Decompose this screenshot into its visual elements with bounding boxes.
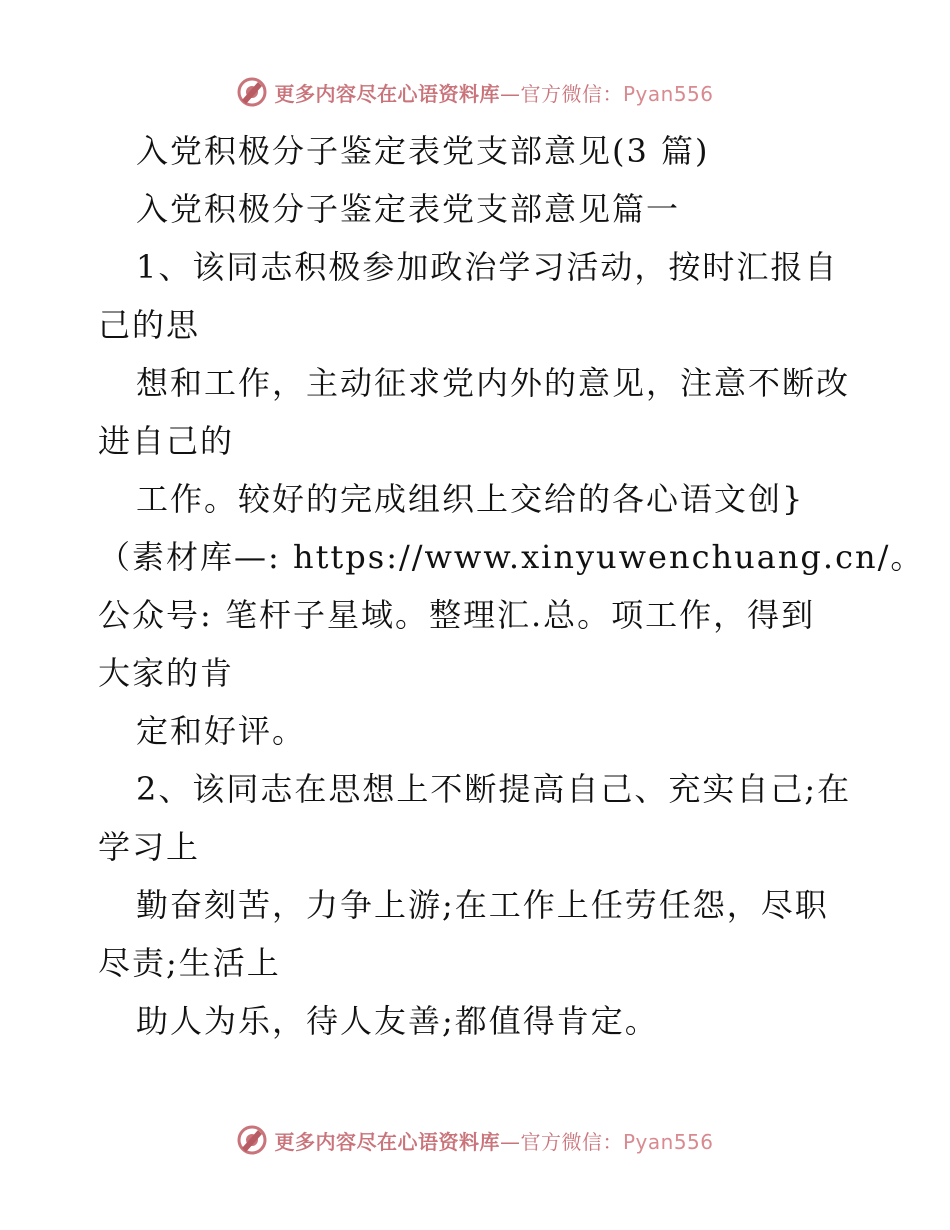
footer-banner bbox=[0, 1120, 950, 1160]
doc-line: 定和好评。 bbox=[136, 712, 307, 750]
doc-line: 尽责;生活上 bbox=[98, 944, 281, 982]
doc-line: 1、该同志积极参加政治学习活动，按时汇报自 bbox=[136, 248, 839, 286]
doc-line: 学习上 bbox=[98, 828, 201, 866]
doc-line: 想和工作，主动征求党内外的意见，注意不断改 bbox=[136, 364, 851, 402]
header-banner bbox=[0, 72, 950, 112]
banner-wechat-label: 官方微信： bbox=[520, 1129, 623, 1154]
doc-line: 工作。较好的完成组织上交给的各心语文创} bbox=[136, 480, 805, 518]
doc-line: 大家的肯 bbox=[98, 654, 235, 692]
doc-line: 公众号: 笔杆子星域。整理汇.总。项工作，得到 bbox=[98, 596, 816, 634]
banner-wechat-id: Pyan556 bbox=[622, 1129, 714, 1154]
banner-text bbox=[274, 78, 713, 107]
doc-line: 进自己的 bbox=[98, 422, 235, 460]
banner-dash: — bbox=[499, 1129, 521, 1154]
banner-wechat-id: Pyan556 bbox=[622, 81, 714, 106]
doc-line: 入党积极分子鉴定表党支部意见篇一 bbox=[136, 190, 681, 228]
logo-icon bbox=[236, 76, 268, 108]
doc-line: 己的思 bbox=[98, 306, 201, 344]
logo-icon bbox=[236, 1124, 268, 1156]
banner-site-name: 更多内容尽在心语资料库 bbox=[274, 1129, 500, 1154]
banner-wechat-label: 官方微信： bbox=[520, 81, 623, 106]
doc-line: 助人为乐，待人友善;都值得肯定。 bbox=[136, 1002, 659, 1040]
banner-dash: — bbox=[499, 81, 521, 106]
document-body bbox=[98, 122, 925, 1050]
doc-line: （素材库—: https://www.xinyuwenchuang.cn/。 bbox=[98, 538, 925, 576]
banner-site-name: 更多内容尽在心语资料库 bbox=[274, 81, 500, 106]
doc-line: 入党积极分子鉴定表党支部意见(3 篇) bbox=[136, 132, 710, 170]
doc-line: 2、该同志在思想上不断提高自己、充实自己;在 bbox=[136, 770, 852, 808]
banner-text bbox=[274, 1126, 713, 1155]
doc-line: 勤奋刻苦，力争上游;在工作上任劳任怨，尽职 bbox=[136, 886, 829, 924]
